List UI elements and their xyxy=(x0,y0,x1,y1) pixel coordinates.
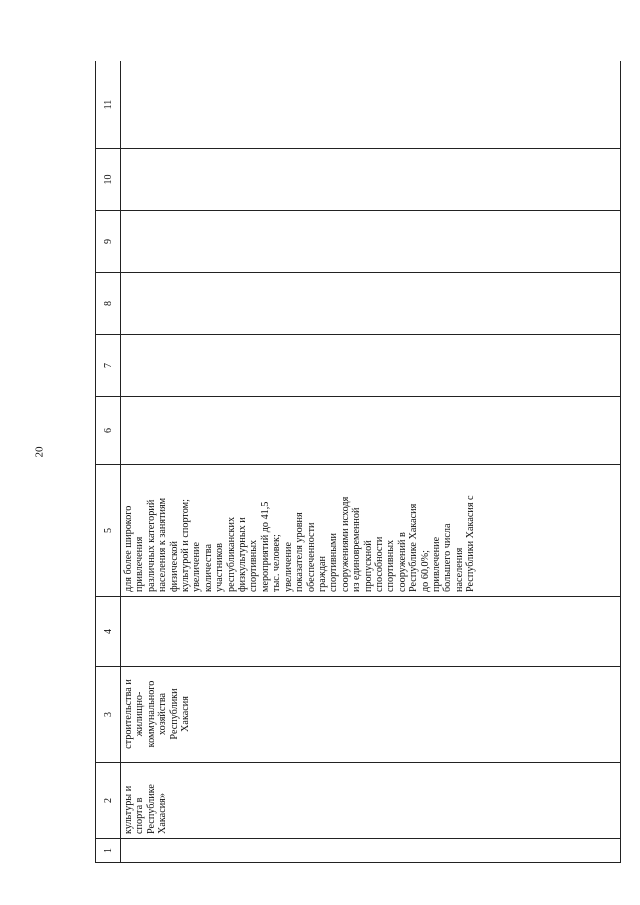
cell-text-line: Республики xyxy=(168,688,180,740)
cell-col11 xyxy=(121,61,621,149)
header-cell-4: 4 xyxy=(96,597,121,667)
header-cell-8: 8 xyxy=(96,273,121,335)
cell-text-line: Хакасия» xyxy=(157,793,169,834)
cell-col2 xyxy=(121,763,621,839)
cell-text-line: населения к занятиям xyxy=(157,497,169,592)
rotated-table-container xyxy=(95,61,621,863)
cell-text-line: пропускной xyxy=(362,540,374,592)
cell-text-line: из единовременной xyxy=(351,507,363,592)
cell-col9 xyxy=(121,211,621,273)
cell-text-line: большего числа xyxy=(442,523,454,592)
cell-text-line: привлечение xyxy=(430,536,442,592)
cell-text-line: населения xyxy=(453,547,465,592)
header-cell-5: 5 xyxy=(96,465,121,597)
cell-text-line: Республике xyxy=(145,784,157,834)
header-cell-2: 2 xyxy=(96,763,121,839)
cell-text-line: спортивных xyxy=(248,539,260,592)
cell-col6 xyxy=(121,397,621,465)
cell-text-line: для более широкого xyxy=(123,505,134,592)
cell-text-line: показателя уровня xyxy=(294,512,306,592)
cell-text-line: Хакасия xyxy=(180,696,192,732)
cell-col1 xyxy=(121,839,621,863)
cell-text-line: культуры и xyxy=(123,785,134,834)
cell-text-line: жилищно- xyxy=(134,691,146,737)
table-row xyxy=(121,61,621,863)
program-table xyxy=(95,61,621,863)
cell-text-line: тыс. человек; xyxy=(271,534,283,592)
scanned-page xyxy=(95,61,621,863)
header-cell-11: 11 xyxy=(96,61,121,149)
cell-text-line: различных категорий xyxy=(145,499,157,592)
cell-text-line: Республики Хакасия с xyxy=(465,495,477,592)
cell-text-line: коммунального xyxy=(145,680,157,748)
header-cell-3: 3 xyxy=(96,667,121,763)
cell-text-line: граждан xyxy=(316,556,328,592)
page-number: 20 xyxy=(33,446,46,458)
cell-text-line: спортивными xyxy=(328,533,340,592)
header-cell-10: 10 xyxy=(96,149,121,211)
cell-text-line: строительства и xyxy=(123,679,134,749)
cell-text-line: спортивных xyxy=(385,539,397,592)
cell-col5 xyxy=(121,465,621,597)
header-cell-1: 1 xyxy=(96,839,121,863)
cell-text-line: физкультурных и xyxy=(237,517,249,592)
cell-text-line: увеличение xyxy=(282,542,294,592)
cell-col7 xyxy=(121,335,621,397)
cell-text-line: способности xyxy=(373,536,385,592)
cell-text-line: сооружений в xyxy=(396,532,408,592)
cell-text-line: хозяйства xyxy=(157,692,169,736)
cell-text-line: мероприятий до 41,5 xyxy=(259,501,271,592)
cell-text-line: привлечения xyxy=(134,536,146,592)
cell-text-line: спорта в xyxy=(134,797,146,834)
cell-col8 xyxy=(121,273,621,335)
cell-col10 xyxy=(121,149,621,211)
cell-text-line: республиканских xyxy=(225,516,237,592)
cell-text-line: физической xyxy=(168,541,180,592)
cell-text-line: Республике Хакасия xyxy=(408,503,420,592)
cell-text-line: участников xyxy=(214,543,226,592)
header-cell-9: 9 xyxy=(96,211,121,273)
cell-text-line: увеличение xyxy=(191,542,203,592)
header-cell-7: 7 xyxy=(96,335,121,397)
cell-col3 xyxy=(121,667,621,763)
cell-text-line: культурой и спортом; xyxy=(180,499,192,592)
header-cell-6: 6 xyxy=(96,397,121,465)
table-header-row xyxy=(96,61,121,863)
cell-text-line: сооружениями исходя xyxy=(339,496,351,592)
cell-text-line: количества xyxy=(202,544,214,592)
cell-col4 xyxy=(121,597,621,667)
cell-text-line: до 60,0%; xyxy=(419,550,431,592)
cell-text-line: обеспеченности xyxy=(305,522,317,592)
